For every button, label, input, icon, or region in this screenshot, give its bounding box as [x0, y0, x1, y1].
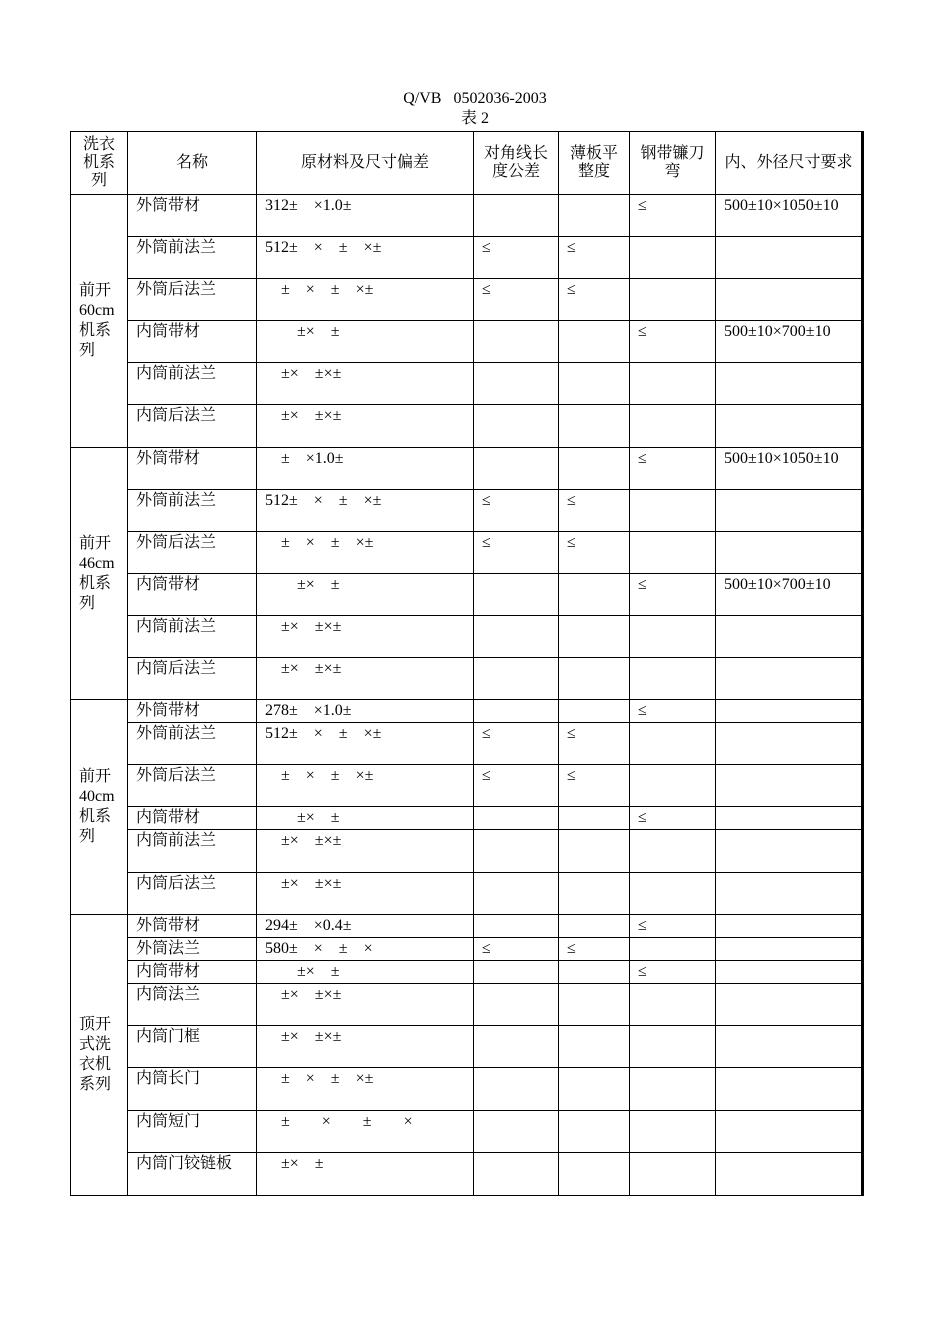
diagonal-cell [474, 616, 559, 658]
camber-cell [630, 363, 716, 405]
camber-cell [630, 1153, 716, 1196]
dimension-cell: 500±10×700±10 [716, 321, 863, 363]
name-cell: 外筒前法兰 [128, 490, 257, 532]
table-row [71, 448, 863, 490]
material-cell: ±× ±×± [257, 984, 474, 1026]
material-cell: ± × ± ×± [257, 1068, 474, 1111]
name-cell: 内筒门铰链板 [128, 1153, 257, 1196]
dimension-cell [716, 765, 863, 807]
dimension-cell: 500±10×700±10 [716, 574, 863, 616]
flatness-cell [559, 616, 630, 658]
table-row [71, 279, 863, 321]
material-cell: ±× ± [257, 574, 474, 616]
material-cell: 512± × ± ×± [257, 237, 474, 279]
name-cell: 内筒前法兰 [128, 616, 257, 658]
name-cell: 内筒门框 [128, 1026, 257, 1068]
table-row [71, 658, 863, 700]
flatness-cell [559, 321, 630, 363]
flatness-cell [559, 700, 630, 723]
flatness-cell [559, 830, 630, 873]
flatness-cell [559, 574, 630, 616]
diagonal-cell [474, 1026, 559, 1068]
name-cell: 外筒带材 [128, 195, 257, 237]
table-row [71, 723, 863, 765]
table-row [71, 237, 863, 279]
table-row [71, 873, 863, 915]
material-cell: 512± × ± ×± [257, 490, 474, 532]
diagonal-cell [474, 405, 559, 448]
camber-cell [630, 616, 716, 658]
table-row [71, 807, 863, 830]
material-cell: ±× ±×± [257, 616, 474, 658]
diagonal-cell [474, 321, 559, 363]
camber-cell [630, 658, 716, 700]
camber-cell [630, 405, 716, 448]
col-header-diagonal: 对角线长度公差 [474, 132, 559, 195]
diagonal-cell [474, 873, 559, 915]
dimension-cell [716, 237, 863, 279]
diagonal-cell [474, 658, 559, 700]
material-cell: ± × ± ×± [257, 279, 474, 321]
dimension-cell [716, 532, 863, 574]
dimension-cell [716, 1026, 863, 1068]
camber-cell [630, 279, 716, 321]
name-cell: 外筒前法兰 [128, 723, 257, 765]
flatness-cell: ≤ [559, 237, 630, 279]
dimension-cell [716, 984, 863, 1026]
table-row [71, 616, 863, 658]
flatness-cell [559, 363, 630, 405]
table-row [71, 961, 863, 984]
table-row [71, 490, 863, 532]
flatness-cell [559, 658, 630, 700]
camber-cell [630, 237, 716, 279]
diagonal-cell: ≤ [474, 723, 559, 765]
material-cell: 580± × ± × [257, 938, 474, 961]
table-row [71, 1153, 863, 1196]
flatness-cell [559, 1026, 630, 1068]
flatness-cell [559, 448, 630, 490]
flatness-cell [559, 1153, 630, 1196]
material-cell: ±× ± [257, 321, 474, 363]
table-row [71, 532, 863, 574]
dimension-cell [716, 723, 863, 765]
col-header-series: 洗衣机系列 [71, 132, 128, 195]
flatness-cell: ≤ [559, 532, 630, 574]
diagonal-cell [474, 1111, 559, 1153]
flatness-cell [559, 807, 630, 830]
camber-cell [630, 490, 716, 532]
table-row [71, 405, 863, 448]
name-cell: 内筒带材 [128, 961, 257, 984]
name-cell: 外筒带材 [128, 448, 257, 490]
col-header-name: 名称 [128, 132, 257, 195]
flatness-cell: ≤ [559, 723, 630, 765]
name-cell: 外筒后法兰 [128, 279, 257, 321]
flatness-cell: ≤ [559, 938, 630, 961]
series-cell: 顶开式洗衣机系列 [71, 915, 128, 1196]
flatness-cell [559, 195, 630, 237]
name-cell: 外筒带材 [128, 915, 257, 938]
material-cell: ±× ±×± [257, 830, 474, 873]
flatness-cell [559, 405, 630, 448]
camber-cell: ≤ [630, 700, 716, 723]
diagonal-cell [474, 830, 559, 873]
dimension-cell [716, 1111, 863, 1153]
name-cell: 内筒前法兰 [128, 830, 257, 873]
diagonal-cell [474, 700, 559, 723]
material-cell: ±× ± [257, 1153, 474, 1196]
document-code: Q/VB 0502036-2003 [403, 90, 547, 107]
flatness-cell [559, 984, 630, 1026]
material-cell: ± × ± ×± [257, 765, 474, 807]
diagonal-cell: ≤ [474, 765, 559, 807]
name-cell: 外筒前法兰 [128, 237, 257, 279]
dimension-cell: 500±10×1050±10 [716, 195, 863, 237]
dimension-cell [716, 873, 863, 915]
diagonal-cell [474, 1153, 559, 1196]
material-cell: ±× ±×± [257, 363, 474, 405]
material-cell: 278± ×1.0± [257, 700, 474, 723]
table-row [71, 195, 863, 237]
diagonal-cell: ≤ [474, 279, 559, 321]
dimension-cell [716, 961, 863, 984]
material-cell: ±× ±×± [257, 658, 474, 700]
camber-cell: ≤ [630, 915, 716, 938]
diagonal-cell: ≤ [474, 237, 559, 279]
name-cell: 内筒后法兰 [128, 405, 257, 448]
table-row [71, 915, 863, 938]
table-row [71, 765, 863, 807]
name-cell: 内筒短门 [128, 1111, 257, 1153]
dimension-cell [716, 1068, 863, 1111]
table-header-row [71, 132, 863, 195]
dimension-cell [716, 700, 863, 723]
material-cell: 512± × ± ×± [257, 723, 474, 765]
table-body [71, 195, 863, 1196]
table-row [71, 938, 863, 961]
flatness-cell: ≤ [559, 490, 630, 532]
dimension-cell [716, 616, 863, 658]
camber-cell [630, 723, 716, 765]
name-cell: 外筒法兰 [128, 938, 257, 961]
table-row [71, 1111, 863, 1153]
diagonal-cell [474, 915, 559, 938]
diagonal-cell [474, 195, 559, 237]
name-cell: 内筒后法兰 [128, 873, 257, 915]
dimension-cell: 500±10×1050±10 [716, 448, 863, 490]
camber-cell: ≤ [630, 195, 716, 237]
camber-cell: ≤ [630, 321, 716, 363]
name-cell: 内筒长门 [128, 1068, 257, 1111]
diagonal-cell [474, 574, 559, 616]
diagonal-cell: ≤ [474, 532, 559, 574]
name-cell: 外筒后法兰 [128, 532, 257, 574]
col-header-material: 原材料及尺寸偏差 [257, 132, 474, 195]
material-cell: ± × ± × [257, 1111, 474, 1153]
camber-cell [630, 984, 716, 1026]
dimension-cell [716, 830, 863, 873]
dimension-cell [716, 490, 863, 532]
flatness-cell [559, 873, 630, 915]
col-header-flatness: 薄板平整度 [559, 132, 630, 195]
spec-table [70, 131, 864, 1196]
material-cell: ±× ±×± [257, 1026, 474, 1068]
camber-cell [630, 1068, 716, 1111]
col-header-camber: 钢带镰刀弯 [630, 132, 716, 195]
diagonal-cell [474, 448, 559, 490]
name-cell: 内筒后法兰 [128, 658, 257, 700]
series-cell: 前开46cm机系列 [71, 448, 128, 700]
name-cell: 外筒后法兰 [128, 765, 257, 807]
flatness-cell: ≤ [559, 765, 630, 807]
name-cell: 外筒带材 [128, 700, 257, 723]
material-cell: ±× ± [257, 961, 474, 984]
camber-cell [630, 1111, 716, 1153]
camber-cell [630, 532, 716, 574]
camber-cell [630, 1026, 716, 1068]
dimension-cell [716, 279, 863, 321]
diagonal-cell [474, 1068, 559, 1111]
camber-cell [630, 938, 716, 961]
dimension-cell [716, 915, 863, 938]
material-cell: ± ×1.0± [257, 448, 474, 490]
camber-cell [630, 765, 716, 807]
camber-cell [630, 873, 716, 915]
camber-cell: ≤ [630, 961, 716, 984]
dimension-cell [716, 938, 863, 961]
dimension-cell [716, 658, 863, 700]
material-cell: ±× ±×± [257, 405, 474, 448]
series-cell: 前开60cm机系列 [71, 195, 128, 448]
material-cell: ± × ± ×± [257, 532, 474, 574]
flatness-cell [559, 1068, 630, 1111]
flatness-cell [559, 961, 630, 984]
flatness-cell [559, 1111, 630, 1153]
dimension-cell [716, 1153, 863, 1196]
name-cell: 内筒法兰 [128, 984, 257, 1026]
table-row [71, 984, 863, 1026]
table-row [71, 574, 863, 616]
table-label: 表 2 [460, 110, 489, 127]
name-cell: 内筒带材 [128, 574, 257, 616]
camber-cell: ≤ [630, 807, 716, 830]
dimension-cell [716, 807, 863, 830]
flatness-cell: ≤ [559, 279, 630, 321]
camber-cell [630, 830, 716, 873]
camber-cell: ≤ [630, 574, 716, 616]
diagonal-cell: ≤ [474, 490, 559, 532]
camber-cell: ≤ [630, 448, 716, 490]
table-row [71, 700, 863, 723]
material-cell: ±× ±×± [257, 873, 474, 915]
table-row [71, 363, 863, 405]
name-cell: 内筒带材 [128, 807, 257, 830]
table-row [71, 1026, 863, 1068]
diagonal-cell [474, 807, 559, 830]
table-row [71, 1068, 863, 1111]
name-cell: 内筒带材 [128, 321, 257, 363]
material-cell: ±× ± [257, 807, 474, 830]
dimension-cell [716, 405, 863, 448]
table-row [71, 830, 863, 873]
table-row [71, 321, 863, 363]
col-header-dimension: 内、外径尺寸要求 [716, 132, 863, 195]
diagonal-cell: ≤ [474, 938, 559, 961]
diagonal-cell [474, 984, 559, 1026]
diagonal-cell [474, 363, 559, 405]
material-cell: 312± ×1.0± [257, 195, 474, 237]
flatness-cell [559, 915, 630, 938]
name-cell: 内筒前法兰 [128, 363, 257, 405]
material-cell: 294± ×0.4± [257, 915, 474, 938]
diagonal-cell [474, 961, 559, 984]
series-cell: 前开40cm机系列 [71, 700, 128, 915]
dimension-cell [716, 363, 863, 405]
